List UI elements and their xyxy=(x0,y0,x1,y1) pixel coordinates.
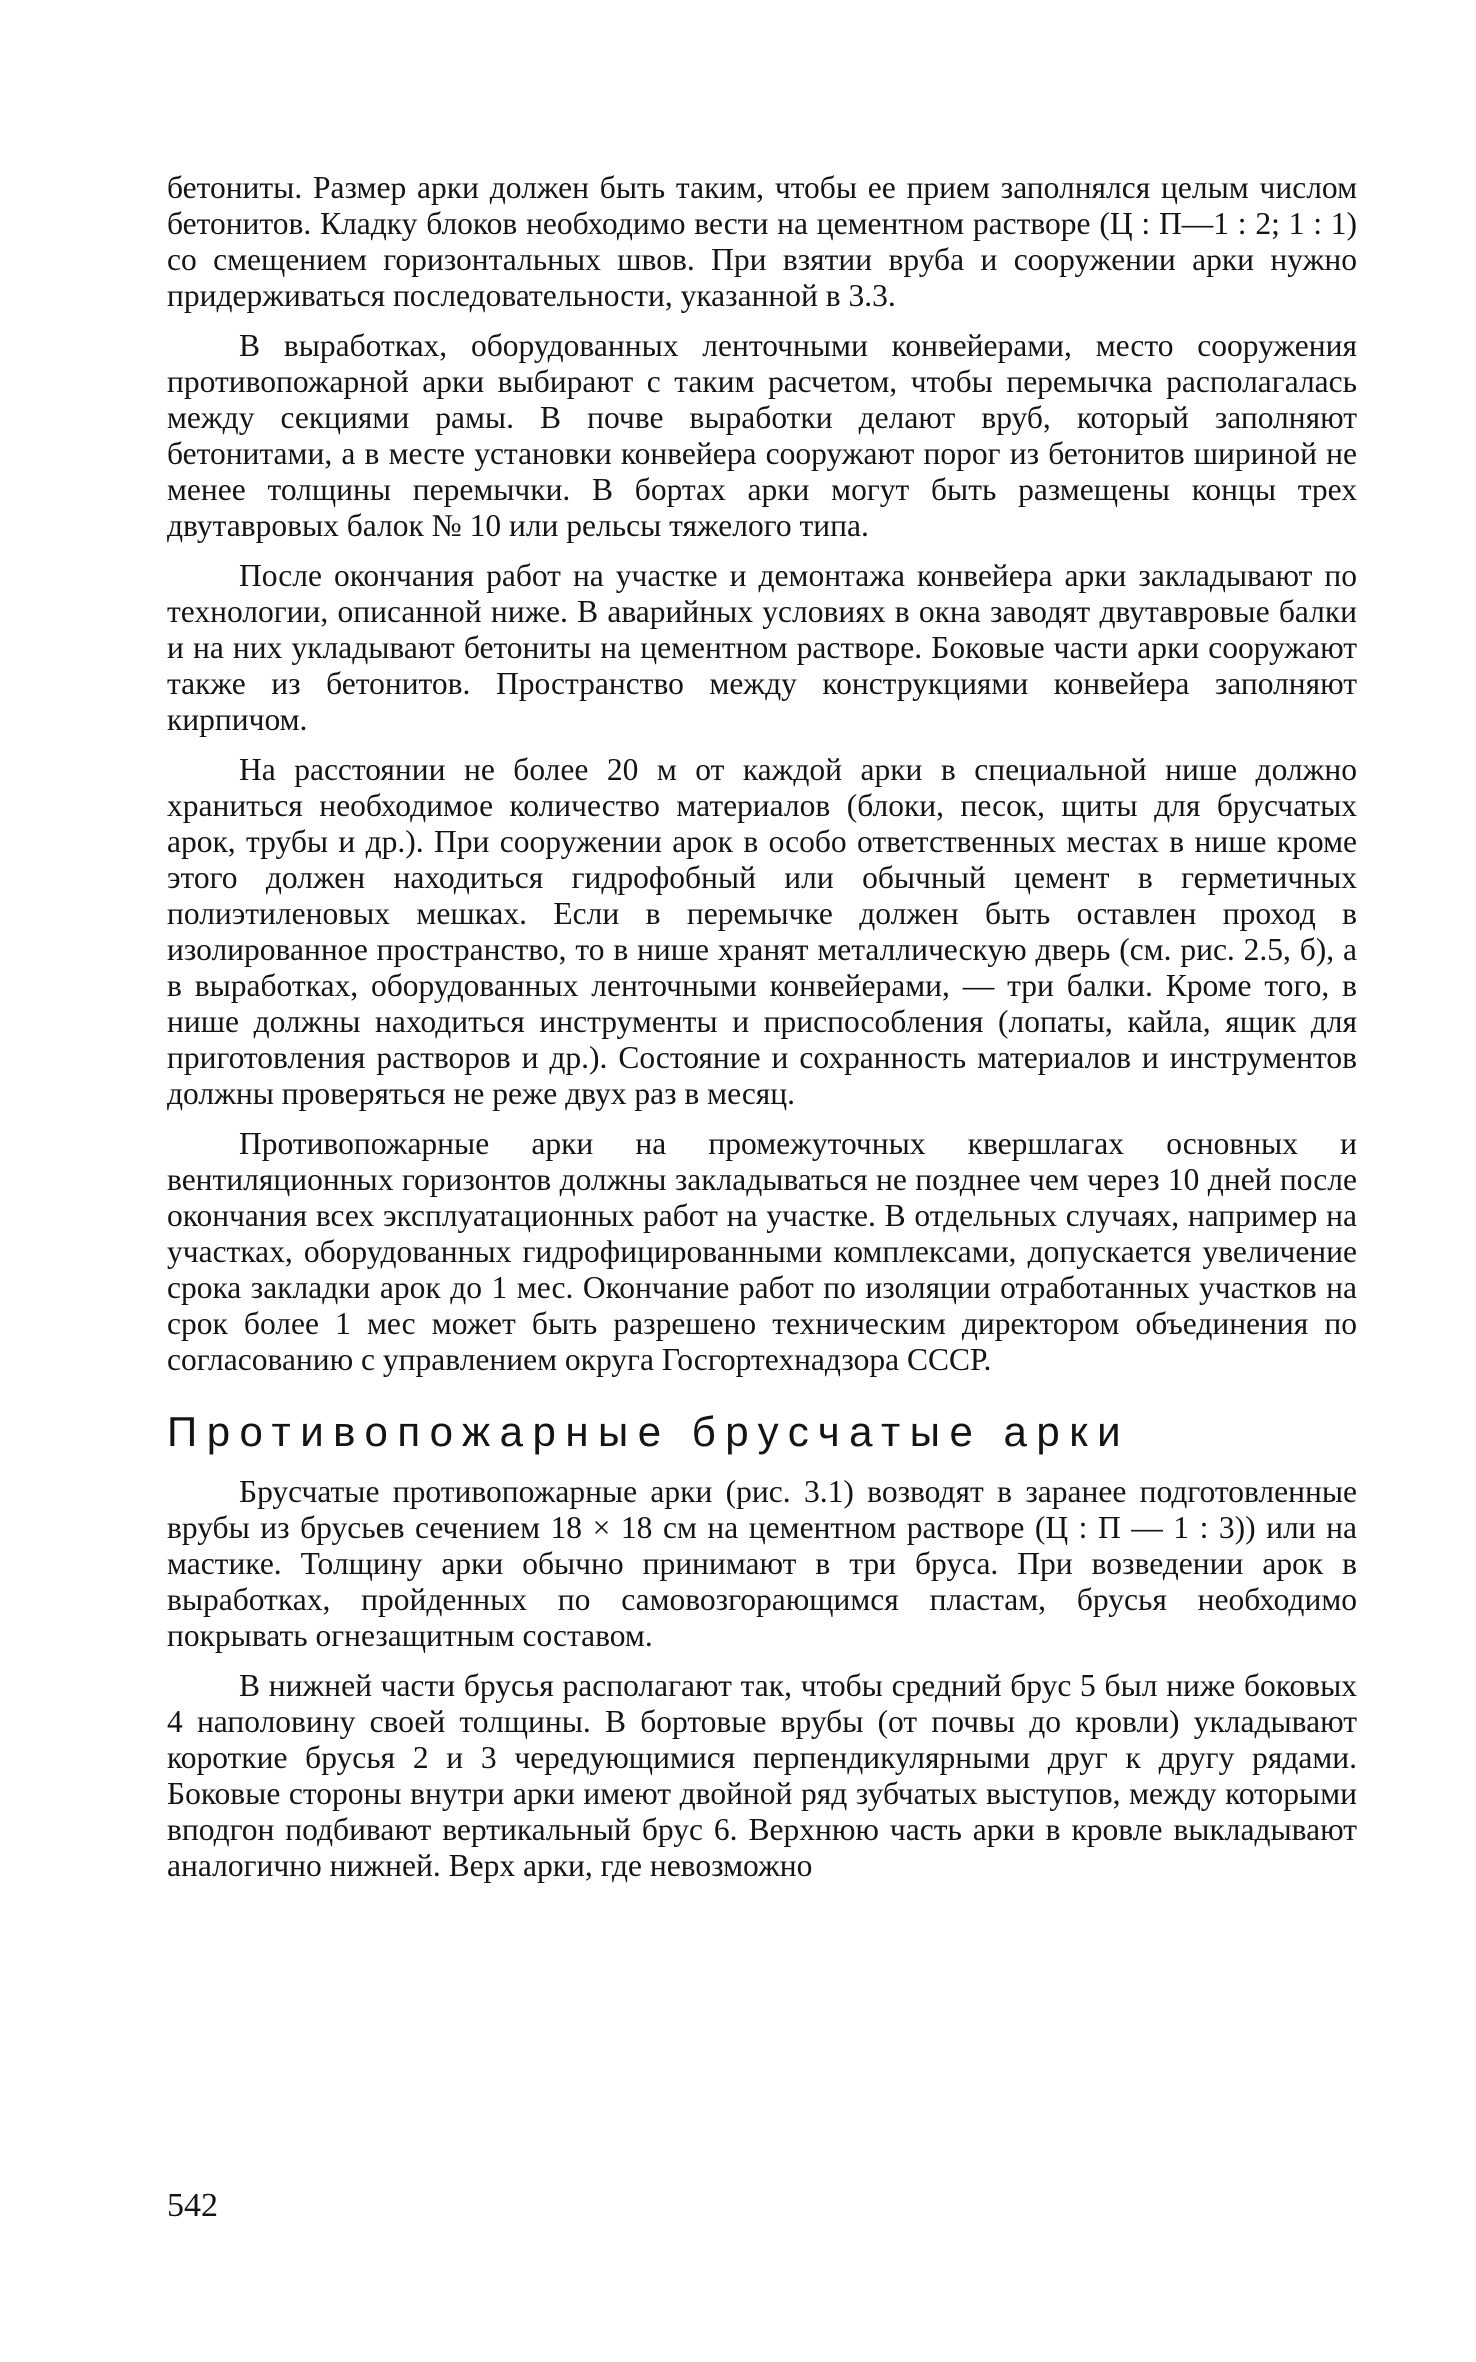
page-number: 542 xyxy=(167,2187,218,2224)
paragraph-after-works: После окончания работ на участке и демонтажа конвейера арки закладывают по технологии, описанной ниже. В аварийных условиях в окна заводят двутавровые балки и на них укладывают бетониты на цементном растворе. Боковые части арки сооружают также из бетонитов. Пространство между конструкциями конвейера заполняют кирпичом. xyxy=(167,558,1357,737)
section-heading: Противопожарные брусчатые арки xyxy=(167,1408,1131,1455)
paragraph-materials-niche: На расстоянии не более 20 м от каждой арки в специальной нише должно храниться необходимое количество материалов (блоки, песок, щиты для брусчатых арок, трубы и др.). При сооружении арок в особо ответственных местах в нише кроме этого должен находиться гидрофобный или обычный цемент в герметичных полиэтиленовых мешках. Если в перемычке должен быть оставлен проход в изолированное пространство, то в нише хранят металлическую дверь (см. рис. 2.5, б), а в выработках, оборудованных ленточными конвейерами, — три балки. Кроме того, в нише должны находиться инструменты и приспособления (лопаты, кайла, ящик для приготовления растворов и др.). Состояние и сохранность материалов и инструментов должны проверяться не реже двух раз в месяц. xyxy=(167,752,1357,1111)
paragraph-continuation: бетониты. Размер арки должен быть таким, чтобы ее прием заполнялся целым числом бетонитов. Кладку блоков необходимо вести на цементном растворе (Ц : П—1 : 2; 1 : 1) со смещением горизонтальных швов. При взятии вруба и сооружении арки нужно придерживаться последовательности, указанной в 3.3. xyxy=(167,170,1357,313)
paragraph-timber-arches: Брусчатые противопожарные арки (рис. 3.1) возводят в заранее подготовленные врубы из брусьев сечением 18 × 18 см на цементном растворе (Ц : П — 1 : 3)) или на мастике. Толщину арки обычно принимают в три бруса. При возведении арок в выработках, пройденных по самовозгорающимся пластам, брусья необходимо покрывать огнезащитным составом. xyxy=(167,1474,1357,1653)
paragraph-intermediate-crosscuts: Противопожарные арки на промежуточных квершлагах основных и вентиляционных горизонтов должны закладываться не позднее чем через 10 дней после окончания всех эксплуатационных работ на участке. В отдельных случаях, например на участках, оборудованных гидрофицированными комплексами, допускается увеличение срока закладки арок до 1 мес. Окончание работ по изоляции отработанных участков на срок более 1 мес может быть разрешено техническим директором объединения по согласованию с управлением округа Госгортехнадзора СССР. xyxy=(167,1126,1357,1377)
paragraph-conveyor-workings: В выработках, оборудованных ленточными конвейерами, место сооружения противопожарной арки выбирают с таким расчетом, чтобы перемычка располагалась между секциями рамы. В почве выработки делают вруб, который заполняют бетонитами, а в месте установки конвейера сооружают порог из бетонитов шириной не менее толщины перемычки. В бортах арки могут быть размещены концы трех двутавровых балок № 10 или рельсы тяжелого типа. xyxy=(167,328,1357,543)
page-body xyxy=(167,170,1357,1898)
paragraph-timber-placement: В нижней части брусья располагают так, чтобы средний брус 5 был ниже боковых 4 наполовину своей толщины. В бортовые врубы (от почвы до кровли) укладывают короткие брусья 2 и 3 чередующимися перпендикулярными друг к другу рядами. Боковые стороны внутри арки имеют двойной ряд зубчатых выступов, между которыми вподгон подбивают вертикальный брус 6. Верхнюю часть арки в кровле выкладывают аналогично нижней. Верх арки, где невозможно xyxy=(167,1668,1357,1883)
